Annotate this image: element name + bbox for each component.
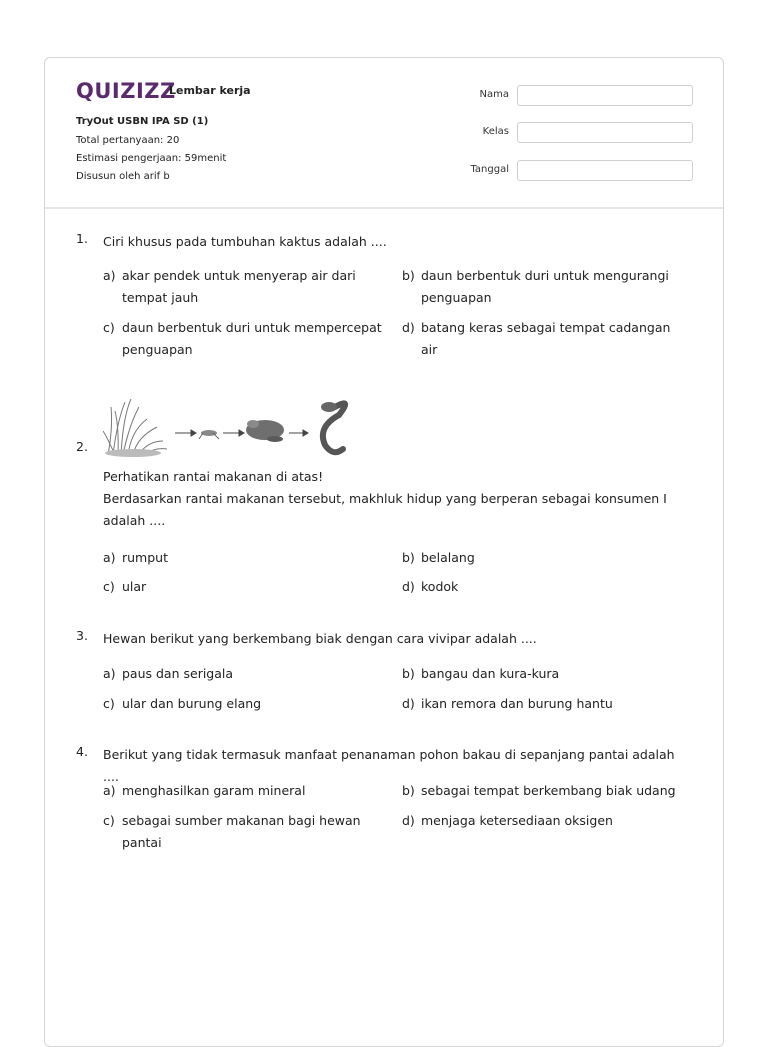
option-b[interactable]	[402, 663, 687, 685]
name-field[interactable]	[517, 85, 693, 106]
option-text: bangau dan kura-kura	[421, 666, 560, 681]
option-b[interactable]	[402, 780, 687, 802]
option-text: ular dan burung elang	[122, 696, 262, 711]
question-number: 2.	[76, 439, 88, 454]
option-a[interactable]	[103, 265, 388, 309]
option-text: menghasilkan garam mineral	[122, 783, 306, 798]
question-text: Hewan berikut yang berkembang biak dengan cara vivipar adalah ....	[103, 631, 537, 646]
quizizz-logo: QUIZIZZ	[76, 79, 176, 103]
option-letter: d)	[402, 696, 415, 711]
date-field[interactable]	[517, 160, 693, 181]
option-text: daun berbentuk duri untuk mengurangi penguapan	[421, 268, 669, 305]
option-a[interactable]	[103, 663, 388, 685]
question-text: Ciri khusus pada tumbuhan kaktus adalah ....	[103, 234, 387, 249]
option-text: belalang	[421, 550, 475, 565]
food-chain-image	[103, 397, 353, 457]
option-d[interactable]	[402, 810, 687, 832]
option-letter: b)	[402, 268, 415, 283]
option-d[interactable]	[402, 693, 687, 715]
option-letter: c)	[103, 320, 115, 335]
option-letter: a)	[103, 783, 116, 798]
option-a[interactable]	[103, 547, 388, 569]
option-c[interactable]	[103, 317, 388, 361]
name-label: Nama	[479, 89, 509, 100]
option-c[interactable]	[103, 693, 388, 715]
option-a[interactable]	[103, 780, 388, 802]
option-b[interactable]	[402, 547, 687, 569]
worksheet-label: Lembar kerja	[169, 84, 251, 97]
date-label: Tanggal	[470, 164, 509, 175]
option-letter: c)	[103, 579, 115, 594]
total-questions: Total pertanyaan: 20	[76, 135, 180, 146]
option-letter: a)	[103, 550, 116, 565]
author: Disusun oleh arif b	[76, 171, 170, 182]
option-text: paus dan serigala	[122, 666, 234, 681]
option-text: sebagai tempat berkembang biak udang	[421, 783, 676, 798]
option-d[interactable]	[402, 317, 687, 361]
question-number: 1.	[76, 231, 88, 246]
option-letter: b)	[402, 783, 415, 798]
grass-ground	[105, 449, 161, 457]
arrow-icon	[289, 430, 308, 436]
option-letter: d)	[402, 579, 415, 594]
option-letter: d)	[402, 320, 415, 335]
frog-icon	[246, 420, 284, 442]
option-letter: a)	[103, 268, 116, 283]
question-instruction: Perhatikan rantai makanan di atas!	[103, 469, 324, 484]
option-b[interactable]	[402, 265, 687, 309]
option-text: akar pendek untuk menyerap air dari tempat jauh	[122, 268, 356, 305]
question-number: 4.	[76, 744, 88, 759]
option-letter: d)	[402, 813, 415, 828]
worksheet-header	[45, 58, 723, 209]
option-letter: c)	[103, 813, 115, 828]
option-letter: a)	[103, 666, 116, 681]
class-field[interactable]	[517, 122, 693, 143]
question-number: 3.	[76, 628, 88, 643]
option-text: ular	[122, 579, 147, 594]
arrow-icon	[223, 430, 244, 436]
question-text: Berdasarkan rantai makanan tersebut, makhluk hidup yang berperan sebagai konsumen I adalah ....	[103, 491, 667, 528]
option-text: rumput	[122, 550, 168, 565]
worksheet-page	[44, 57, 724, 1047]
grass-icon	[103, 399, 167, 455]
option-c[interactable]	[103, 810, 388, 854]
option-text: kodok	[421, 579, 459, 594]
option-letter: b)	[402, 666, 415, 681]
option-letter: c)	[103, 696, 115, 711]
option-d[interactable]	[402, 576, 687, 598]
option-text: sebagai sumber makanan bagi hewan pantai	[122, 813, 361, 850]
grasshopper-icon	[199, 430, 219, 439]
snake-icon	[321, 402, 345, 452]
option-text: batang keras sebagai tempat cadangan air	[421, 320, 671, 357]
option-text: ikan remora dan burung hantu	[421, 696, 613, 711]
option-text: daun berbentuk duri untuk mempercepat penguapan	[122, 320, 382, 357]
arrow-icon	[175, 430, 196, 436]
estimated-time: Estimasi pengerjaan: 59menit	[76, 153, 227, 164]
option-text: menjaga ketersediaan oksigen	[421, 813, 613, 828]
class-label: Kelas	[482, 126, 509, 137]
option-letter: b)	[402, 550, 415, 565]
option-c[interactable]	[103, 576, 388, 598]
worksheet-title: TryOut USBN IPA SD (1)	[76, 116, 209, 127]
question-text: Berikut yang tidak termasuk manfaat penanaman pohon bakau di sepanjang pantai adalah ....	[103, 747, 675, 784]
